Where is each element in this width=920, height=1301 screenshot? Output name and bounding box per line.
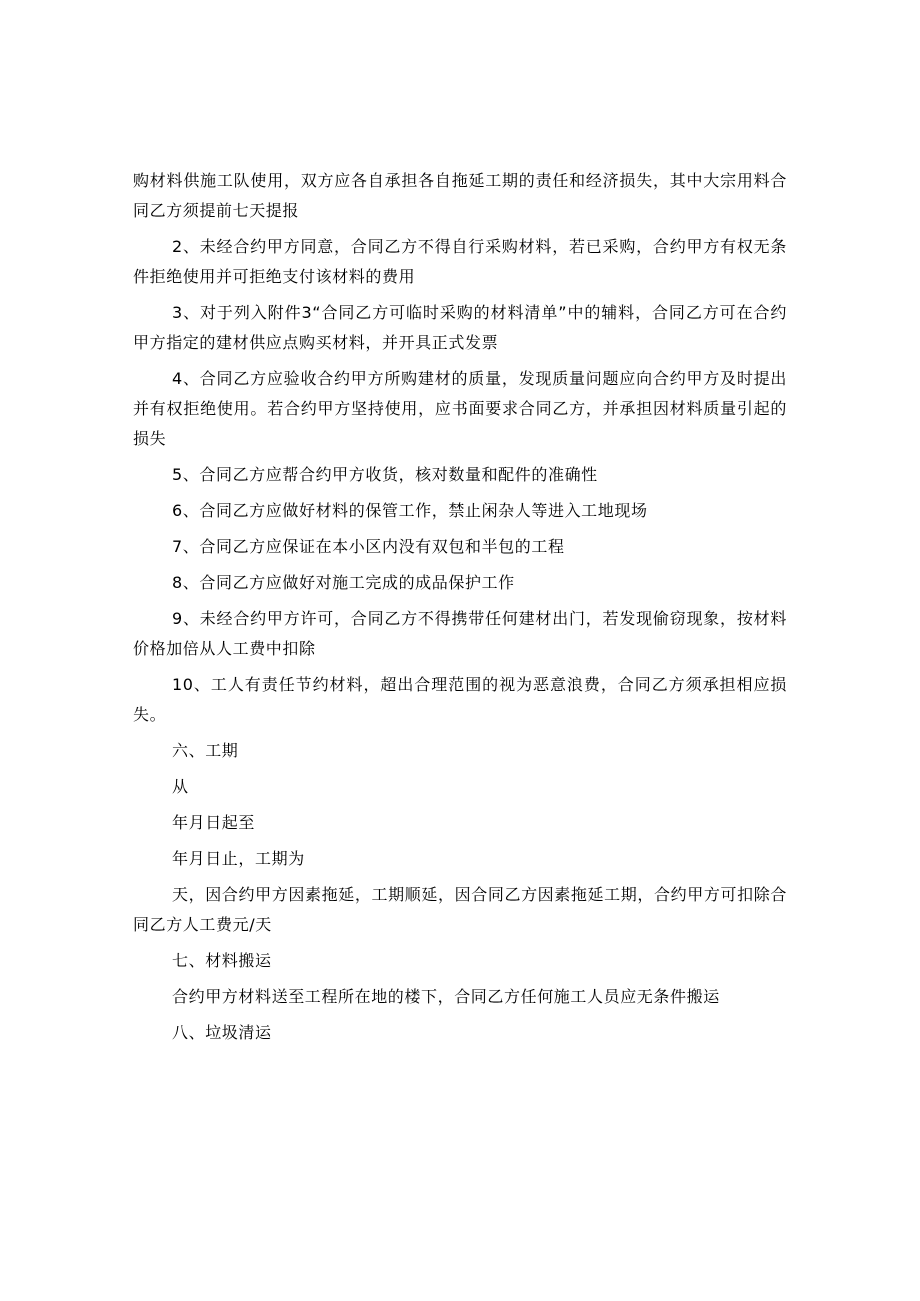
schedule-end-date: 年月日止，工期为: [172, 849, 305, 868]
clause-5: 5、合同乙方应帮合约甲方收货，核对数量和配件的准确性: [172, 465, 598, 484]
contract-body: [133, 166, 787, 1054]
section-heading-schedule: 六、工期: [172, 741, 239, 760]
clause-6: 6、合同乙方应做好材料的保管工作，禁止闲杂人等进入工地现场: [172, 501, 648, 520]
section-heading-waste-removal: 八、垃圾清运: [172, 1023, 272, 1042]
clause-2: 2、未经合约甲方同意，合同乙方不得自行采购材料，若已采购，合约甲方有权无条件拒绝使用并可拒绝支付该材料的费用: [133, 237, 787, 286]
clause-8: 8、合同乙方应做好对施工完成的成品保护工作: [172, 573, 515, 592]
clause-9: 9、未经合约甲方许可，合同乙方不得携带任何建材出门，若发现偷窃现象，按材料价格加倍从人工费中扣除: [133, 609, 787, 658]
material-transport-terms: 合约甲方材料送至工程所在地的楼下，合同乙方任何施工人员应无条件搬运: [172, 987, 720, 1006]
clause-4: 4、合同乙方应验收合约甲方所购建材的质量，发现质量问题应向合约甲方及时提出并有权拒绝使用。若合约甲方坚持使用，应书面要求合同乙方，并承担因材料质量引起的损失: [133, 369, 787, 448]
clause-7: 7、合同乙方应保证在本小区内没有双包和半包的工程: [172, 537, 565, 556]
section-heading-material-transport: 七、材料搬运: [172, 951, 272, 970]
paragraph-material-delay: 购材料供施工队使用，双方应各自承担各自拖延工期的责任和经济损失，其中大宗用料合同乙方须提前七天提报: [133, 171, 787, 220]
schedule-delay-terms: 天，因合约甲方因素拖延，工期顺延，因合同乙方因素拖延工期，合约甲方可扣除合同乙方人工费元/天: [133, 885, 787, 934]
schedule-start-date: 年月日起至: [172, 813, 256, 832]
clause-3: 3、对于列入附件3“合同乙方可临时采购的材料清单”中的辅料，合同乙方可在合约甲方指定的建材供应点购买材料，并开具正式发票: [133, 303, 787, 352]
schedule-from: 从: [172, 777, 189, 796]
clause-10: 10、工人有责任节约材料，超出合理范围的视为恶意浪费，合同乙方须承担相应损失。: [133, 675, 787, 724]
